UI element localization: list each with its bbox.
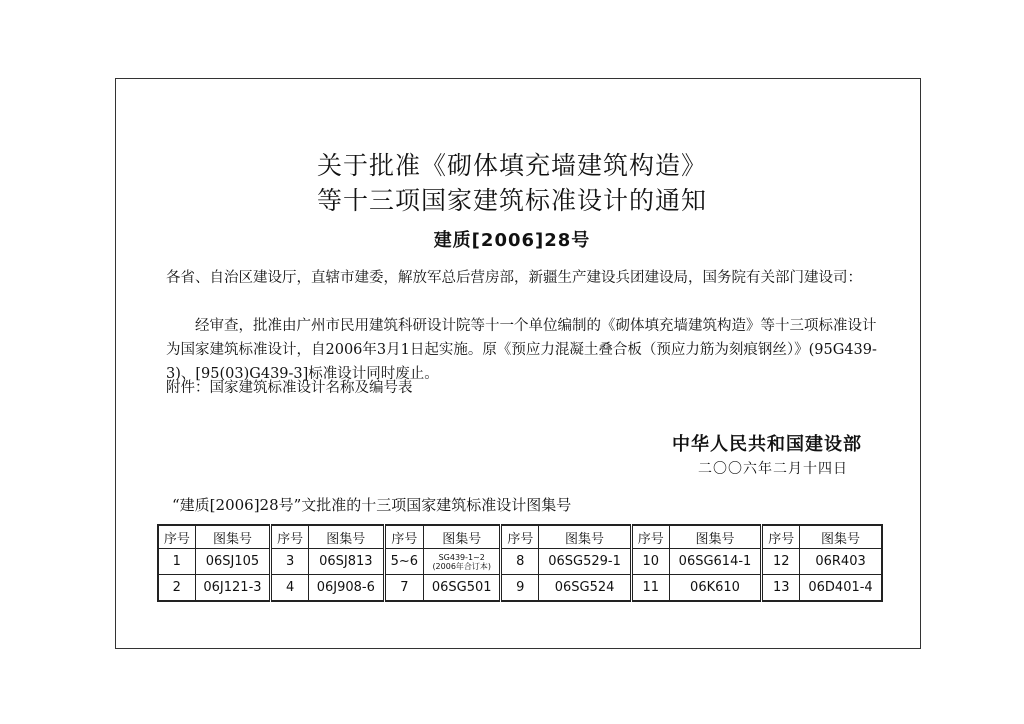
table-cell: 12: [762, 549, 800, 575]
table-cell: 1: [158, 549, 195, 575]
header-cell: 序号: [271, 525, 309, 549]
table-cell: 06R403: [800, 549, 882, 575]
table-cell: 11: [631, 575, 669, 602]
table-header-row: [158, 525, 882, 549]
table-cell: 06SJ105: [195, 549, 271, 575]
document-number: 建质[2006]28号: [433, 230, 591, 251]
header-cell: 图集号: [195, 525, 271, 549]
table-cell: 4: [271, 575, 309, 602]
table-cell: 06SJ813: [309, 549, 385, 575]
table-cell: 06J121-3: [195, 575, 271, 602]
table-cell: 13: [762, 575, 800, 602]
header-cell: 序号: [501, 525, 539, 549]
header-cell: 图集号: [669, 525, 762, 549]
header-cell: 图集号: [424, 525, 501, 549]
table-cell-line: (2006年合订本): [432, 561, 492, 571]
table-cell: 06SG501: [424, 575, 501, 602]
header-cell: 图集号: [309, 525, 385, 549]
notice-body: 经审查，批准由广州市民用建筑科研设计院等十一个单位编制的《砌体填充墙建筑构造》等十三项标准设计为国家建筑标准设计，自2006年3月1日起实施。原《预应力混凝土叠合板（预应力筋为刻痕钢丝）》(95G439-3)、[95(03)G439-3]标准设计同时废止。: [166, 318, 877, 382]
issue-date: 二〇〇六年二月十四日: [698, 461, 848, 477]
table-cell: 06SG529-1: [539, 549, 632, 575]
table-caption: “建质[2006]28号”文批准的十三项国家建筑标准设计图集号: [172, 496, 572, 514]
header-cell: 序号: [384, 525, 423, 549]
table-cell: 06J908-6: [309, 575, 385, 602]
table-cell: 8: [501, 549, 539, 575]
header-cell: 序号: [158, 525, 195, 549]
notice-title-line2: 等十三项国家建筑标准设计的通知: [316, 186, 707, 215]
table-row: [158, 575, 882, 602]
header-cell: 图集号: [800, 525, 882, 549]
table-cell: 2: [158, 575, 195, 602]
atlas-number-table: [157, 524, 883, 602]
table-cell-line: SG439-1~2: [438, 552, 485, 562]
issuing-authority: 中华人民共和国建设部: [672, 434, 862, 455]
header-cell: 图集号: [539, 525, 632, 549]
attachment-note: 附件：国家建筑标准设计名称及编号表: [166, 380, 413, 396]
table-cell: 10: [631, 549, 669, 575]
header-cell: 序号: [631, 525, 669, 549]
table-cell: 3: [271, 549, 309, 575]
table-cell: 06SG524: [539, 575, 632, 602]
table-row: [158, 549, 882, 575]
addressees: 各省、自治区建设厅，直辖市建委，解放军总后营房部，新疆生产建设兵团建设局，国务院有关部门建设司：: [166, 270, 862, 286]
table-cell: 5~6: [384, 549, 423, 575]
table-cell: 7: [384, 575, 423, 602]
table-cell: 06D401-4: [800, 575, 882, 602]
table-cell: 06K610: [669, 575, 762, 602]
table-cell: 9: [501, 575, 539, 602]
notice-title-line1: 关于批准《砌体填充墙建筑构造》: [316, 151, 707, 180]
header-cell: 序号: [762, 525, 800, 549]
table-cell: 06SG614-1: [669, 549, 762, 575]
table-cell: [424, 549, 501, 575]
